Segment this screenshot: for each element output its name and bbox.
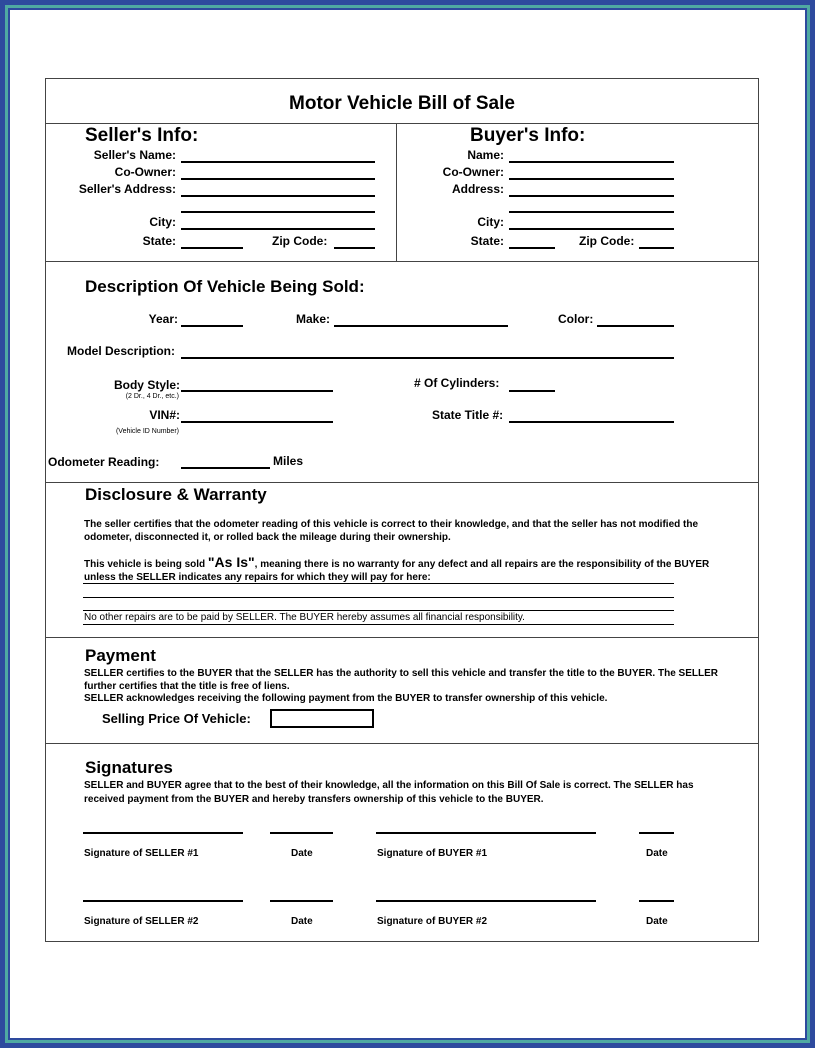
model-description-label: Model Description: [67, 344, 176, 358]
disclosure-para2-line1 [84, 554, 709, 570]
payment-line2: further certifies that the title is free of liens. [84, 681, 290, 692]
no-other-repairs-text: No other repairs are to be paid by SELLER. The BUYER hereby assumes all financial responsibility. [84, 612, 525, 623]
seller-coowner-label: Co-Owner: [114, 165, 176, 179]
page-title: Motor Vehicle Bill of Sale [289, 93, 515, 114]
disclosure-para1-line2: odometer, disconnected it, or rolled back the mileage during their ownership. [84, 532, 451, 543]
seller2-date-line[interactable] [270, 900, 333, 902]
divider-parties [45, 261, 759, 262]
odometer-field[interactable] [181, 467, 270, 469]
seller-city-field[interactable] [181, 228, 375, 230]
seller-address-label: Seller's Address: [78, 182, 176, 196]
buyer-heading: Buyer's Info: [470, 125, 586, 146]
state-title-label: State Title #: [432, 408, 504, 422]
disclosure-para2-line2: unless the SELLER indicates any repairs for which they will pay for here: [84, 572, 431, 583]
buyer-state-label: State: [470, 234, 504, 248]
buyer-address-field-2[interactable] [509, 211, 674, 213]
year-field[interactable] [181, 325, 243, 327]
vin-label: VIN#: [149, 408, 180, 422]
buyer-coowner-label: Co-Owner: [442, 165, 504, 179]
repairs-line-1[interactable] [83, 583, 674, 584]
odometer-label: Odometer Reading: [48, 455, 160, 469]
vin-hint: (Vehicle ID Number) [115, 428, 179, 435]
signatures-line1: SELLER and BUYER agree that to the best of their knowledge, all the information on this Bill Of Sale is correct. The SELLER has [84, 780, 694, 791]
buyer1-date-label: Date [646, 848, 668, 859]
body-style-label: Body Style: [113, 378, 180, 392]
disclosure-para1-line1: The seller certifies that the odometer reading of this vehicle is correct to their knowledge, and that the seller has not modified the [84, 519, 699, 530]
divider-seller-buyer [396, 123, 397, 261]
buyer-address-label: Address: [451, 182, 504, 196]
vehicle-heading: Description Of Vehicle Being Sold: [85, 277, 365, 296]
seller-state-label: State: [142, 234, 176, 248]
seller-name-label: Seller's Name: [93, 148, 176, 162]
color-field[interactable] [597, 325, 674, 327]
buyer2-signature-label: Signature of BUYER #2 [377, 916, 488, 927]
year-label: Year: [148, 312, 178, 326]
buyer-zip-label: Zip Code: [579, 234, 635, 248]
cylinders-field[interactable] [509, 390, 555, 392]
seller-state-field[interactable] [181, 247, 243, 249]
repairs-line-2[interactable] [83, 597, 674, 598]
signatures-line2: received payment from the BUYER and hereby transfers ownership of this vehicle to the BUYER. [84, 794, 544, 805]
selling-price-field[interactable] [270, 709, 374, 728]
seller-address-field-2[interactable] [181, 211, 375, 213]
disclosure-heading: Disclosure & Warranty [85, 485, 267, 504]
body-style-field[interactable] [181, 390, 333, 392]
buyer-city-label: City: [477, 215, 504, 229]
seller-coowner-field[interactable] [181, 178, 375, 180]
seller-zip-label: Zip Code: [272, 234, 328, 248]
divider-disclosure [45, 637, 759, 638]
buyer-zip-field[interactable] [639, 247, 674, 249]
make-field[interactable] [334, 325, 508, 327]
divider-payment [45, 743, 759, 744]
buyer-state-field[interactable] [509, 247, 555, 249]
seller-heading: Seller's Info: [85, 125, 199, 146]
make-label: Make: [296, 312, 331, 326]
repairs-line-3[interactable] [83, 610, 674, 611]
state-title-field[interactable] [509, 421, 674, 423]
seller2-signature-line[interactable] [83, 900, 243, 902]
buyer-city-field[interactable] [509, 228, 674, 230]
seller2-date-label: Date [291, 916, 313, 927]
body-style-hint: (2 Dr., 4 Dr., etc.) [125, 393, 179, 400]
repairs-line-4 [83, 624, 674, 625]
as-is-suffix: , meaning there is no warranty for any defect and all repairs are the responsibility of the BUYER [254, 559, 710, 570]
buyer1-signature-line[interactable] [376, 832, 596, 834]
color-label: Color: [558, 312, 594, 326]
as-is-prefix: This vehicle is being sold [84, 559, 208, 570]
divider-title [45, 123, 759, 124]
buyer2-date-line[interactable] [639, 900, 674, 902]
model-description-field[interactable] [181, 357, 674, 359]
buyer1-date-line[interactable] [639, 832, 674, 834]
seller2-signature-label: Signature of SELLER #2 [84, 916, 199, 927]
vin-field[interactable] [181, 421, 333, 423]
seller1-signature-line[interactable] [83, 832, 243, 834]
buyer2-signature-line[interactable] [376, 900, 596, 902]
buyer-name-label: Name: [467, 148, 504, 162]
buyer-coowner-field[interactable] [509, 178, 674, 180]
seller1-date-label: Date [291, 848, 313, 859]
payment-line3: SELLER acknowledges receiving the following payment from the BUYER to transfer ownership of this vehicle. [84, 693, 608, 704]
signatures-heading: Signatures [85, 758, 173, 777]
seller-zip-field[interactable] [334, 247, 375, 249]
seller-city-label: City: [149, 215, 176, 229]
buyer-address-field-1[interactable] [509, 195, 674, 197]
buyer1-signature-label: Signature of BUYER #1 [377, 848, 488, 859]
cylinders-label: # Of Cylinders: [414, 376, 500, 390]
seller-address-field-1[interactable] [181, 195, 375, 197]
payment-line1: SELLER certifies to the BUYER that the SELLER has the authority to sell this vehicle and transfer the title to the BUYER. The SELLER [84, 668, 718, 679]
as-is-emphasis: "As Is" [207, 554, 255, 570]
payment-heading: Payment [85, 646, 156, 665]
divider-vehicle [45, 482, 759, 483]
buyer-name-field[interactable] [509, 161, 674, 163]
selling-price-label: Selling Price Of Vehicle: [102, 711, 251, 726]
buyer2-date-label: Date [646, 916, 668, 927]
seller1-date-line[interactable] [270, 832, 333, 834]
bill-of-sale-form [45, 78, 759, 942]
miles-label: Miles [273, 454, 304, 468]
seller-name-field[interactable] [181, 161, 375, 163]
seller1-signature-label: Signature of SELLER #1 [84, 848, 199, 859]
